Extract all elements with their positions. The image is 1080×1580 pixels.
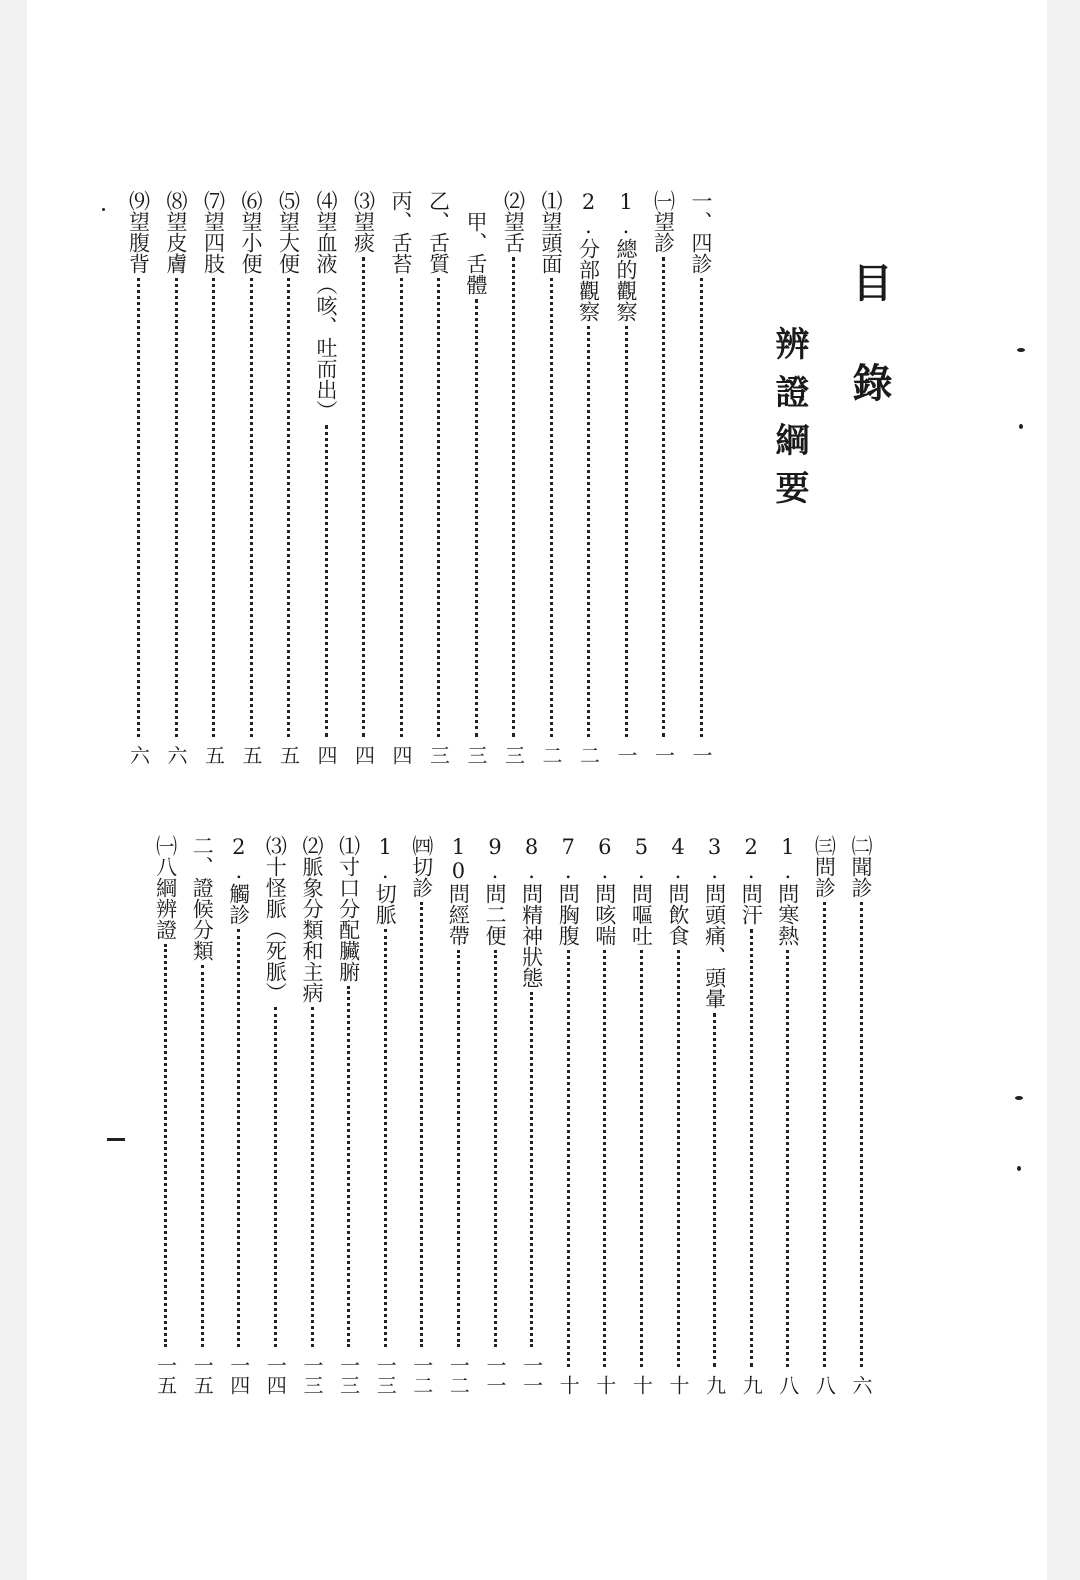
toc-page-number: 九 <box>702 1375 727 1395</box>
leader-dots <box>137 278 140 737</box>
leader-dots <box>164 944 167 1347</box>
toc-page-number: 一二 <box>409 1355 434 1395</box>
toc-entry <box>152 835 180 1395</box>
toc-entry <box>518 835 546 1395</box>
toc-page-number: 四 <box>314 745 338 765</box>
toc-entry-label: ⑶十怪脈（死脈） <box>263 835 288 1003</box>
scan-speck <box>1019 424 1023 429</box>
leader-dots <box>750 929 753 1367</box>
toc-page-number: 四 <box>351 745 376 765</box>
toc-entry <box>737 835 765 1395</box>
toc-entry-label: 丙、舌苔 <box>389 190 413 274</box>
leader-dots <box>494 950 497 1347</box>
toc-entry <box>350 190 378 765</box>
toc-entry <box>810 835 838 1395</box>
toc-entry-label: ⑻望皮膚 <box>164 190 188 274</box>
margin-page-mark <box>107 1138 125 1141</box>
leader-dots <box>362 257 365 737</box>
toc-page-number: 一三 <box>300 1355 324 1395</box>
toc-entry <box>371 835 399 1395</box>
toc-entry <box>387 190 415 765</box>
toc-page-number: 十 <box>629 1375 654 1395</box>
toc-page-number: 四 <box>389 745 413 765</box>
toc-page-number: 一 <box>689 745 713 765</box>
toc-page-number: 三 <box>464 745 488 765</box>
toc-entry-label: ⑷望血液（咳、吐而出） <box>314 190 338 421</box>
leader-dots <box>662 257 665 737</box>
leader-dots <box>512 257 515 737</box>
leader-dots <box>250 278 253 737</box>
toc-page-number: 一 <box>651 745 676 765</box>
toc-page-number: 三 <box>501 745 526 765</box>
toc-entry-label: ㈡聞診 <box>849 835 873 898</box>
toc-page-number: 一三 <box>336 1355 361 1395</box>
toc-page-number: 一四 <box>263 1355 288 1395</box>
page-subtitle: 辨證綱要 <box>769 326 809 518</box>
toc-entry <box>125 190 153 765</box>
toc-entry <box>537 190 565 765</box>
toc-page-number: 一五 <box>190 1355 215 1395</box>
toc-entry-label: ⑴望頭面 <box>539 190 563 274</box>
toc-page-number: 三 <box>426 745 451 765</box>
leader-dots <box>287 278 290 737</box>
scan-speck <box>102 208 105 211</box>
toc-entry-label: 6.問咳喘 <box>592 835 617 946</box>
leader-dots <box>437 278 440 737</box>
toc-entry-label: 甲、舌體 <box>464 190 488 295</box>
leader-dots <box>550 278 553 737</box>
leader-dots <box>475 299 478 737</box>
toc-entry-label: 1.問寒熱 <box>775 835 800 946</box>
toc-entry <box>462 190 490 765</box>
toc-entry <box>500 190 528 765</box>
toc-page-number: 六 <box>126 745 151 765</box>
toc-page-number: 一五 <box>153 1355 178 1395</box>
toc-entry-label: 5.問嘔吐 <box>629 835 654 946</box>
toc-entry <box>687 190 715 765</box>
leader-dots <box>530 992 533 1347</box>
toc-entry <box>554 835 582 1395</box>
leader-dots <box>587 326 590 737</box>
toc-entry-label: ⑹望小便 <box>239 190 263 274</box>
toc-entry-label: ㈣切診 <box>409 835 434 898</box>
toc-page-number: 九 <box>739 1375 764 1395</box>
toc-entry <box>481 835 509 1395</box>
toc-entry <box>591 835 619 1395</box>
leader-dots <box>420 902 423 1347</box>
toc-page-number: 一一 <box>483 1355 507 1395</box>
leader-dots <box>311 1007 314 1347</box>
leader-dots <box>700 278 703 737</box>
toc-entry-label: 2.觸診 <box>226 835 251 925</box>
scan-speck <box>1017 348 1025 352</box>
toc-entry <box>162 190 190 765</box>
toc-entry-label: 10問經帶 <box>446 835 471 946</box>
toc-page-number: 一一 <box>519 1355 544 1395</box>
leader-dots <box>786 950 789 1367</box>
leader-dots <box>457 950 460 1347</box>
toc-entry-label: ⑸望大便 <box>276 190 301 274</box>
toc-entry-label: ⑵脈象分類和主病 <box>300 835 324 1003</box>
toc-page-number: 一 <box>614 745 638 765</box>
toc-entry-label: ⑶望痰 <box>351 190 376 253</box>
toc-page-number: 十 <box>666 1375 690 1395</box>
toc-entry-label: ㈠望診 <box>651 190 676 253</box>
toc-page-number: 六 <box>164 745 188 765</box>
toc-entry-label: 3.問頭痛、頭暈 <box>702 835 727 1009</box>
toc-page-number: 一二 <box>446 1355 471 1395</box>
toc-page-number: 十 <box>592 1375 617 1395</box>
toc-page-number: 八 <box>812 1375 837 1395</box>
leader-dots <box>175 278 178 737</box>
leader-dots <box>823 902 826 1367</box>
leader-dots <box>640 950 643 1367</box>
toc-entry-label: 一、四診 <box>689 190 713 274</box>
toc-entry-label: ⑴寸口分配臟腑 <box>336 835 361 982</box>
toc-entry-label: 1.總的觀察 <box>614 190 638 322</box>
leader-dots <box>201 965 204 1347</box>
toc-entry <box>225 835 253 1395</box>
toc-entry <box>664 835 692 1395</box>
toc-entry-label: ㈢問診 <box>812 835 837 898</box>
toc-page-number: 八 <box>775 1375 800 1395</box>
toc-entry-label: 二、證候分類 <box>190 835 215 961</box>
toc-page-number: 六 <box>849 1375 873 1395</box>
toc-entry-label: 4.問飲食 <box>666 835 690 946</box>
scan-speck <box>1015 1096 1023 1100</box>
toc-entry <box>408 835 436 1395</box>
toc-entry <box>425 190 453 765</box>
leader-dots <box>677 950 680 1367</box>
toc-entry-label: 乙、舌質 <box>426 190 451 274</box>
toc-entry-label: ⑼望腹背 <box>126 190 151 274</box>
leader-dots <box>625 326 628 737</box>
toc-entry <box>275 190 303 765</box>
toc-page-number: 二 <box>576 745 601 765</box>
toc-page-number: 十 <box>556 1375 581 1395</box>
toc-entry-label: ⑺望四肢 <box>201 190 226 274</box>
leader-dots <box>325 425 328 737</box>
toc-entry <box>444 835 472 1395</box>
toc-page-number: 一三 <box>373 1355 398 1395</box>
toc-entry-label: 7.問胸腹 <box>556 835 581 946</box>
leader-dots <box>603 950 606 1367</box>
toc-entry <box>774 835 802 1395</box>
toc-entry-label: 9.問二便 <box>483 835 507 946</box>
toc-page-number: 五 <box>239 745 263 765</box>
scan-speck <box>1017 1166 1021 1171</box>
toc-entry <box>312 190 340 765</box>
toc-page-number: 二 <box>539 745 563 765</box>
toc-entry <box>701 835 729 1395</box>
toc-entry <box>200 190 228 765</box>
toc-entry-label: ㈠八綱辨證 <box>153 835 178 940</box>
leader-dots <box>567 950 570 1367</box>
toc-entry-label: 1.切脈 <box>373 835 398 925</box>
toc-entry <box>575 190 603 765</box>
toc-entry <box>612 190 640 765</box>
toc-entry <box>188 835 216 1395</box>
toc-entry <box>650 190 678 765</box>
toc-entry <box>237 190 265 765</box>
toc-page-number: 一四 <box>226 1355 251 1395</box>
leader-dots <box>274 1007 277 1347</box>
leader-dots <box>860 902 863 1367</box>
leader-dots <box>713 1013 716 1367</box>
toc-page-number: 五 <box>276 745 301 765</box>
toc-entry-label: ⑵望舌 <box>501 190 526 253</box>
leader-dots <box>347 986 350 1347</box>
toc-entry <box>298 835 326 1395</box>
toc-entry-label: 2.問汗 <box>739 835 764 925</box>
book-page <box>27 0 1047 1580</box>
page-title: 目錄 <box>846 262 893 462</box>
leader-dots <box>212 278 215 737</box>
leader-dots <box>237 929 240 1347</box>
leader-dots <box>384 929 387 1347</box>
toc-entry-label: 8.問精神狀態 <box>519 835 544 988</box>
toc-entry <box>847 835 875 1395</box>
toc-entry <box>627 835 655 1395</box>
leader-dots <box>400 278 403 737</box>
toc-page-number: 五 <box>201 745 226 765</box>
toc-entry <box>261 835 289 1395</box>
toc-entry <box>335 835 363 1395</box>
toc-entry-label: 2.分部觀察 <box>576 190 601 322</box>
